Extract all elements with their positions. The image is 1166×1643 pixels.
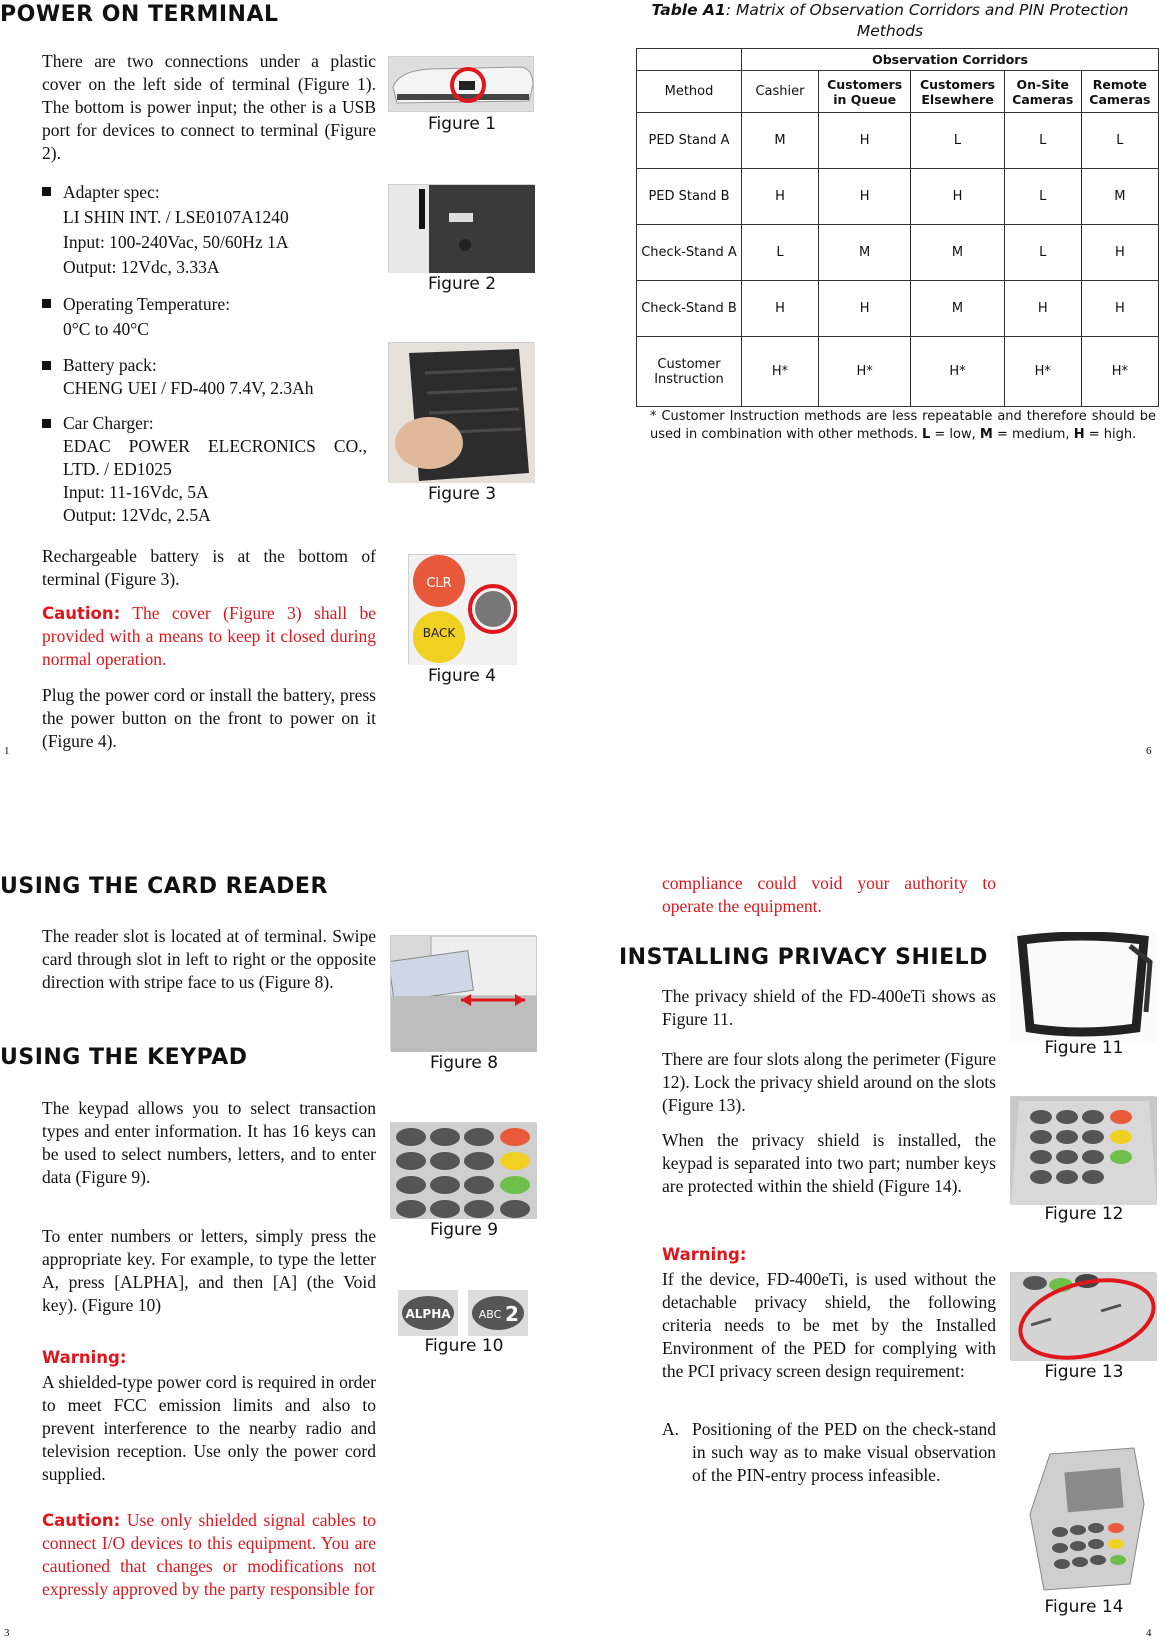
column-header: Customers in Queue <box>819 71 911 113</box>
alpha-key-label: ALPHA <box>405 1307 451 1321</box>
table-cell: M <box>911 225 1004 281</box>
column-header: Remote Cameras <box>1081 71 1158 113</box>
page-number-3: 3 <box>4 1627 10 1639</box>
figure-14-caption: Figure 14 <box>1044 1597 1124 1617</box>
criteria-item-text: Positioning of the PED on the check-stand in such way as to make visual observation of the PIN-entry process infeasible. <box>692 1419 996 1485</box>
bullet-car-charger <box>42 412 376 527</box>
table-cell: H* <box>819 337 911 407</box>
table-cell: L <box>1004 169 1081 225</box>
power-bullets <box>42 180 376 527</box>
table-cell: H <box>1081 225 1158 281</box>
column-header: Cashier <box>742 71 819 113</box>
figure-10-image <box>398 1290 528 1336</box>
shield-title: INSTALLING PRIVACY SHIELD <box>619 945 988 970</box>
bullet-square-icon <box>42 361 51 370</box>
bullet-label: Car Charger: <box>63 413 154 433</box>
caution-label: Caution: <box>42 604 121 623</box>
footnote-key: H <box>1073 427 1085 442</box>
table-cell: Check-Stand B <box>637 281 742 337</box>
bullet-line: Output: 12Vdc, 3.33A <box>63 257 220 277</box>
bullet-line: LI SHIN INT. / LSE0107A1240 <box>63 207 289 227</box>
table-cell: H <box>911 169 1004 225</box>
column-header: Method <box>637 71 742 113</box>
figure-10-caption: Figure 10 <box>424 1336 504 1356</box>
table-cell: H <box>1004 281 1081 337</box>
group-header: Observation Corridors <box>742 49 1159 71</box>
table-row <box>637 113 1159 169</box>
bullet-line: CHENG UEI / FD-400 7.4V, 2.3Ah <box>63 378 314 398</box>
figure-13-caption: Figure 13 <box>1044 1362 1124 1382</box>
page-number-1: 1 <box>4 745 10 757</box>
table-cell: L <box>1004 113 1081 169</box>
figure-14-image <box>1010 1444 1156 1594</box>
table-title-bold: Table A1 <box>651 1 726 19</box>
footnote-text: = medium, <box>992 427 1074 442</box>
table-cell: H <box>742 281 819 337</box>
criteria-item-a <box>662 1418 996 1487</box>
figure-9-caption: Figure 9 <box>429 1220 499 1240</box>
criteria-item-label: A. <box>662 1419 680 1439</box>
table-row <box>637 225 1159 281</box>
keypad-warning-text: A shielded-type power cord is required in order to meet FCC emission limits and also to prevent interference to the nearby radio and television reception. Use only the power cord supplied. <box>42 1372 376 1484</box>
figure-12-caption: Figure 12 <box>1044 1204 1124 1224</box>
shield-warning-text: If the device, FD-400eTi, is used without the detachable privacy shield, the following criteria needs to be met by the Installed Environment of the PED for complying with the PCI privacy screen design requirement: <box>662 1269 996 1381</box>
table-cell: L <box>1081 113 1158 169</box>
table-title-rest: : Matrix of Observation Corridors and PIN Protection Methods <box>725 1 1129 40</box>
caution-text: The cover (Figure 3) shall be provided with a means to keep it closed during normal operation. <box>42 603 376 669</box>
figure-1-caption: Figure 1 <box>427 114 497 134</box>
figure-1-image <box>388 56 534 112</box>
bullet-label: Battery pack: <box>63 355 157 375</box>
figure-8-image <box>390 935 536 1051</box>
plug-text: Plug the power cord or install the battery, press the power button on the front to power on it (Figure 4). <box>42 685 376 751</box>
power-intro: There are two connections under a plastic cover on the left side of terminal (Figure 1). The bottom is power input; the other is a USB port for devices to connect to terminal (Figure 2). <box>42 51 376 163</box>
bullet-line: Input: 11-16Vdc, 5A <box>63 482 209 502</box>
caution-label: Caution: <box>42 1511 121 1530</box>
page-number-4: 4 <box>1146 1627 1152 1639</box>
table-cell: M <box>742 113 819 169</box>
table-row <box>637 337 1159 407</box>
power-caution <box>42 602 376 671</box>
figure-11-image <box>1010 932 1156 1042</box>
figure-2-image <box>388 184 534 272</box>
bullet-label: Operating Temperature: <box>63 294 231 314</box>
figure-12-image <box>1010 1096 1156 1204</box>
footnote-text: = high. <box>1084 427 1137 442</box>
table-cell: L <box>742 225 819 281</box>
column-header: On-Site Cameras <box>1004 71 1081 113</box>
shield-text-2: There are four slots along the perimeter (Figure 12). Lock the privacy shield around on the slots (Figure 13). <box>662 1049 996 1115</box>
keypad-text-2: To enter numbers or letters, simply press the appropriate key. For example, to type the letter A, press [ALPHA], and then [A] (the Void key). (Figure 10) <box>42 1226 376 1315</box>
caution-text: Use only shielded signal cables to connect I/O devices to this equipment. You are cautioned that changes or modifications not expressly approved by the party responsible for <box>42 1510 376 1599</box>
figure-8-caption: Figure 8 <box>429 1053 499 1073</box>
shield-text-3: When the privacy shield is installed, the keypad is separated into two part; number keys are protected within the shield (Figure 14). <box>662 1130 996 1196</box>
table-cell: H* <box>742 337 819 407</box>
bullet-square-icon <box>42 187 51 196</box>
shield-text-1: The privacy shield of the FD-400eTi shows as Figure 11. <box>662 986 996 1029</box>
table-cell: Check-Stand A <box>637 225 742 281</box>
bullet-line: 0°C to 40°C <box>63 319 149 339</box>
table-row <box>637 169 1159 225</box>
figure-3-caption: Figure 3 <box>427 484 497 504</box>
shield-warning-label: Warning: <box>662 1245 747 1264</box>
column-header: Customers Elsewhere <box>911 71 1004 113</box>
bullet-label: Adapter spec: <box>63 182 160 202</box>
figure-13-image <box>1010 1272 1156 1360</box>
back-key-label: BACK <box>422 626 456 640</box>
bullet-line: Input: 100-240Vac, 50/60Hz 1A <box>63 232 289 252</box>
table-cell: M <box>1081 169 1158 225</box>
bullet-square-icon <box>42 419 51 428</box>
table-cell: Customer Instruction <box>637 337 742 407</box>
bullet-battery <box>42 354 376 400</box>
keypad-caution <box>42 1509 376 1601</box>
table-cell: H* <box>1081 337 1158 407</box>
card-text: The reader slot is located at of terminal. Swipe card through slot in left to right or the opposite direction with stripe face to us (Figure 8). <box>42 926 376 992</box>
table-cell: H <box>819 169 911 225</box>
footnote-key: L <box>921 427 931 442</box>
table-cell: L <box>1004 225 1081 281</box>
table-cell: M <box>819 225 911 281</box>
table-cell: H* <box>1004 337 1081 407</box>
figure-4-caption: Figure 4 <box>427 666 497 686</box>
power-title: POWER ON TERMINAL <box>0 2 279 27</box>
table-cell: H <box>819 281 911 337</box>
table-cell: PED Stand A <box>637 113 742 169</box>
table-title <box>630 0 1150 42</box>
table-cell: M <box>911 281 1004 337</box>
bullet-temperature <box>42 292 376 342</box>
table-cell: PED Stand B <box>637 169 742 225</box>
bullet-adapter <box>42 180 376 280</box>
table-cell: H* <box>911 337 1004 407</box>
bullet-square-icon <box>42 299 51 308</box>
keypad-warning-label: Warning: <box>42 1348 127 1367</box>
table-corner-cell <box>637 49 742 71</box>
abc-key-label: ABC <box>478 1308 502 1321</box>
figure-11-caption: Figure 11 <box>1044 1038 1124 1058</box>
table-cell: H <box>1081 281 1158 337</box>
bullet-line: EDAC POWER ELECRONICS CO., LTD. / ED1025 <box>63 436 367 479</box>
table-cell: H <box>819 113 911 169</box>
keypad-title: USING THE KEYPAD <box>0 1045 248 1070</box>
table-row <box>637 281 1159 337</box>
figure-2-caption: Figure 2 <box>427 274 497 294</box>
compliance-continued: compliance could void your authority to operate the equipment. <box>662 873 996 916</box>
table-cell: H <box>742 169 819 225</box>
figure-3-image <box>388 342 534 482</box>
two-key-label: 2 <box>505 1302 519 1326</box>
figure-9-image <box>390 1122 536 1218</box>
table-footnote <box>650 408 1156 444</box>
clear-key-label: CLR <box>426 576 452 591</box>
card-title: USING THE CARD READER <box>0 874 328 899</box>
bullet-line: Output: 12Vdc, 2.5A <box>63 505 211 525</box>
matrix-table <box>636 48 1159 407</box>
battery-text: Rechargeable battery is at the bottom of terminal (Figure 3). <box>42 546 376 589</box>
keypad-text-1: The keypad allows you to select transaction types and enter information. It has 16 keys can be used to select numbers, letters, and to enter data (Figure 9). <box>42 1098 376 1187</box>
page-number-6: 6 <box>1146 745 1152 757</box>
figure-4-image <box>408 554 516 664</box>
table-cell: L <box>911 113 1004 169</box>
footnote-text: * Customer Instruction methods are less repeatable and therefore should be used in combination with other methods. <box>650 409 1156 442</box>
footnote-text: = low, <box>930 427 980 442</box>
footnote-key: M <box>979 427 993 442</box>
